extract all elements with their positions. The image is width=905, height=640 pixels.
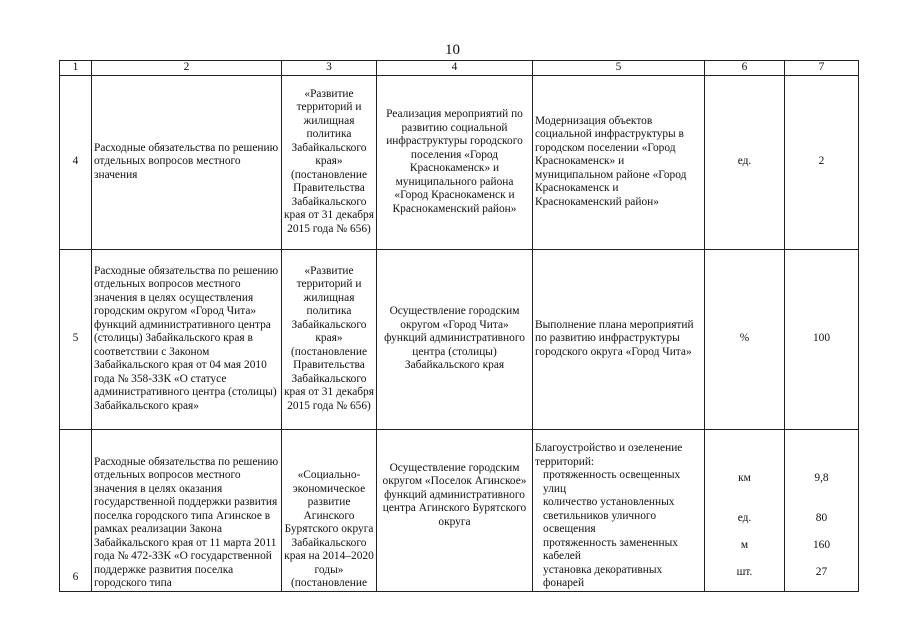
target-value: 80: [815, 511, 828, 524]
header-cell: 7: [785, 61, 859, 76]
indicator-item: протяженность замененных кабелей: [543, 536, 678, 562]
value-cell: 2: [785, 75, 859, 249]
target-value: 9,8: [814, 471, 829, 484]
obligation-cell: Расходные обязательства по решению отдельных вопросов местного значения в целях осуществления городским округом «Город Чита» функций административного центра (столицы) Забайкальского края в соответствии с Законом Забайкальского края от 04 мая 2010 года № 358-ЗЗК «О статусе административного центра (столицы) Забайкальского края»: [92, 249, 282, 429]
indicator-item: установка декоративных фонарей: [543, 563, 663, 589]
header-cell: 5: [533, 61, 705, 76]
row-number: 5: [60, 249, 92, 429]
unit-cell: ед.: [705, 75, 785, 249]
program-cell: «Развитие территорий и жилищная политика Забайкальского края» (постановление Правительства Забайкальского края от 31 декабря 2015 года № 656): [282, 249, 377, 429]
indicator-cell: Выполнение плана мероприятий по развитию инфраструктуры городского округа «Город Чита»: [533, 249, 705, 429]
document-table: [59, 60, 859, 592]
measure-cell: Осуществление городским округом «Поселок Агинское» функций административного центра Агинского Бурятского округа: [377, 429, 533, 591]
header-row: [60, 61, 859, 76]
indicator-intro: Благоустройство и озеленение территорий:: [535, 442, 683, 468]
unit-value: км: [738, 471, 751, 484]
program-cell: «Социально-экономическое развитие Агинского Бурятского округа Забайкальского края на 2014–2020 годы» (постановление: [282, 429, 377, 591]
unit-value: шт.: [736, 565, 753, 578]
unit-value: ед.: [737, 511, 752, 524]
obligation-cell: Расходные обязательства по решению отдельных вопросов местного значения в целях оказания государственной поддержки развития поселка городского типа Агинское в рамках реализации Закона Забайкальского края от 11 марта 2011 года № 472-ЗЗК «О государственной поддержке развития поселка городского типа: [92, 429, 282, 591]
unit-cell: %: [705, 249, 785, 429]
value-cell: [785, 429, 859, 591]
unit-value: м: [740, 538, 749, 551]
target-value: 27: [815, 565, 828, 578]
row-number: 6: [60, 429, 92, 591]
measure-cell: Реализация мероприятий по развитию социальной инфраструктуры городского поселения «Город Краснокаменск» и муниципального района «Город Краснокаменск и Краснокаменский район»: [377, 75, 533, 249]
value-cell: 100: [785, 249, 859, 429]
indicator-item: количество установленных светильников уличного освещения: [543, 496, 675, 535]
obligation-cell: Расходные обязательства по решению отдельных вопросов местного значения: [92, 75, 282, 249]
header-cell: 3: [282, 61, 377, 76]
header-cell: 4: [377, 61, 533, 76]
indicator-cell: [533, 429, 705, 591]
table-row: [60, 75, 859, 249]
header-cell: 6: [705, 61, 785, 76]
header-cell: 2: [92, 61, 282, 76]
table-row: [60, 249, 859, 429]
indicator-item: протяженность освещенных улиц: [543, 469, 681, 495]
indicator-cell: Модернизация объектов социальной инфраструктуры в городском поселении «Город Краснокаменск» и муниципальном районе «Город Краснокаменск и Краснокаменский район»: [533, 75, 705, 249]
program-cell: «Развитие территорий и жилищная политика Забайкальского края» (постановление Правительства Забайкальского края от 31 декабря 2015 года № 656): [282, 75, 377, 249]
target-value: 160: [812, 538, 831, 551]
row-number: 4: [60, 75, 92, 249]
page-number: 10: [445, 42, 460, 58]
measure-cell: Осуществление городским округом «Город Чита» функций административного центра (столицы) Забайкальского края: [377, 249, 533, 429]
table-row: [60, 429, 859, 591]
header-cell: 1: [60, 61, 92, 76]
unit-cell: [705, 429, 785, 591]
